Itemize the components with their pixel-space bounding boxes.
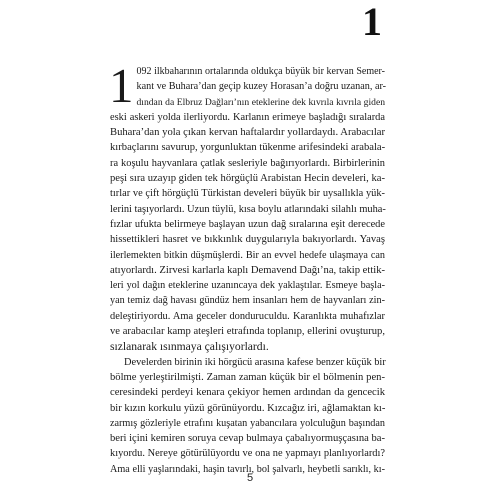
body-text [109, 58, 387, 477]
text-line: tırlar ve çift hörgüçlü Türkistan develeri büyük bir uysallıkla yük- [110, 188, 385, 200]
paragraph-1 [109, 58, 387, 355]
text-line: yan temiz dağ havası gündüz hem insanları hem de hayvanları zin- [110, 295, 385, 307]
text-line: fızlar ufukta belirmeye başlayan uzun dağ sıralarına eşit derecede [110, 218, 385, 230]
text-line: atıyorlardı. Zirvesi karlarla kaplı Demavend Dağı’na, takip ettik- [110, 264, 386, 276]
text-line: kant ve Buhara’dan geçip kuzey Horasan’a doğru uzanan, ar- [136, 81, 387, 93]
text-line: bir kızın korkulu yüzü görünüyordu. Kızcağız iri, ağlamaktan kı- [110, 402, 386, 414]
text-line: ve arabacılar kamp ateşleri etrafında toplanıp, ellerini ovuşturup, [110, 326, 385, 338]
text-line: sızlanarak ısınmaya çalışıyorlardı. [110, 340, 269, 354]
text-line: ra koşulu hayvanlara çatlak sesleriyle bağırıyorlardı. Birbirlerinin [110, 157, 385, 169]
paragraph-2 [110, 355, 385, 477]
page-number: 5 [246, 472, 254, 484]
chapter-number: 1 [362, 0, 382, 44]
text-line: Buhara’dan yola çıkan kervan haftalardır yollardaydı. Arabacılar [110, 127, 385, 139]
text-line: zarmış gözleriyle etrafını kuşatan yabancılara yolculuğun başından [110, 417, 385, 429]
drop-cap: 1 [109, 58, 134, 113]
text-line: eski askeri yolda ilerliyordu. Karlanın erimeye başladığı sıralarda [110, 111, 385, 123]
text-line: hissettikleri hasret ve bıkkınlık duygularıyla bakıyorlardı. Yavaş [110, 234, 385, 246]
text-line: ceresindeki perdeyi kenara çekiyor hemen ardından da gencecik [110, 387, 385, 399]
text-line: dından da Elbruz Dağları’nın eteklerine dek kıvrıla kıvrıla giden [136, 96, 385, 108]
text-line: ilerlemekten bitkin düşmüşlerdi. Bir an evvel hedefe ulaşmaya can [110, 249, 385, 261]
text-line: kırbaçlarını savurup, yorgunluktan tükenme arifesindeki arabala- [110, 142, 386, 154]
text-line: lerini taşıyorlardı. Uzun tüylü, kısa boylu atlarındaki silahlı muha- [110, 203, 386, 215]
text-line: deleştiriyordu. Ama geceler donduruculdu. Karanlıkta muhafızlar [110, 310, 385, 322]
text-line: bölme yerleştirilmişti. Zaman zaman küçük bir el bölmenin pen- [110, 371, 385, 383]
text-line: Ama elli yaşlarındaki, haşin tavırlı, bol şalvarlı, heybetli sarıklı, kı- [110, 463, 385, 475]
text-line: kıyordu. Nereye götürülüyordu ve ona ne yapmayı planlıyorlardı? [110, 448, 385, 460]
text-line: beri içini kemiren soruya cevap bulmaya çabalıyormuşçasına ba- [110, 433, 386, 445]
text-line: 092 ilkbaharının ortalarında oldukça büyük bir kervan Semer- [136, 66, 385, 77]
text-line: Develerden birinin iki hörgücü arasına kafese benzer küçük bir [124, 356, 386, 368]
text-line: leri yol dağın eteklerine uzanıncaya dek yaklaştılar. Esmeye başla- [110, 280, 385, 292]
text-line: peşi sıra uzayıp giden tek hörgüçlü Arabistan Hecin develeri, ka- [110, 173, 385, 185]
